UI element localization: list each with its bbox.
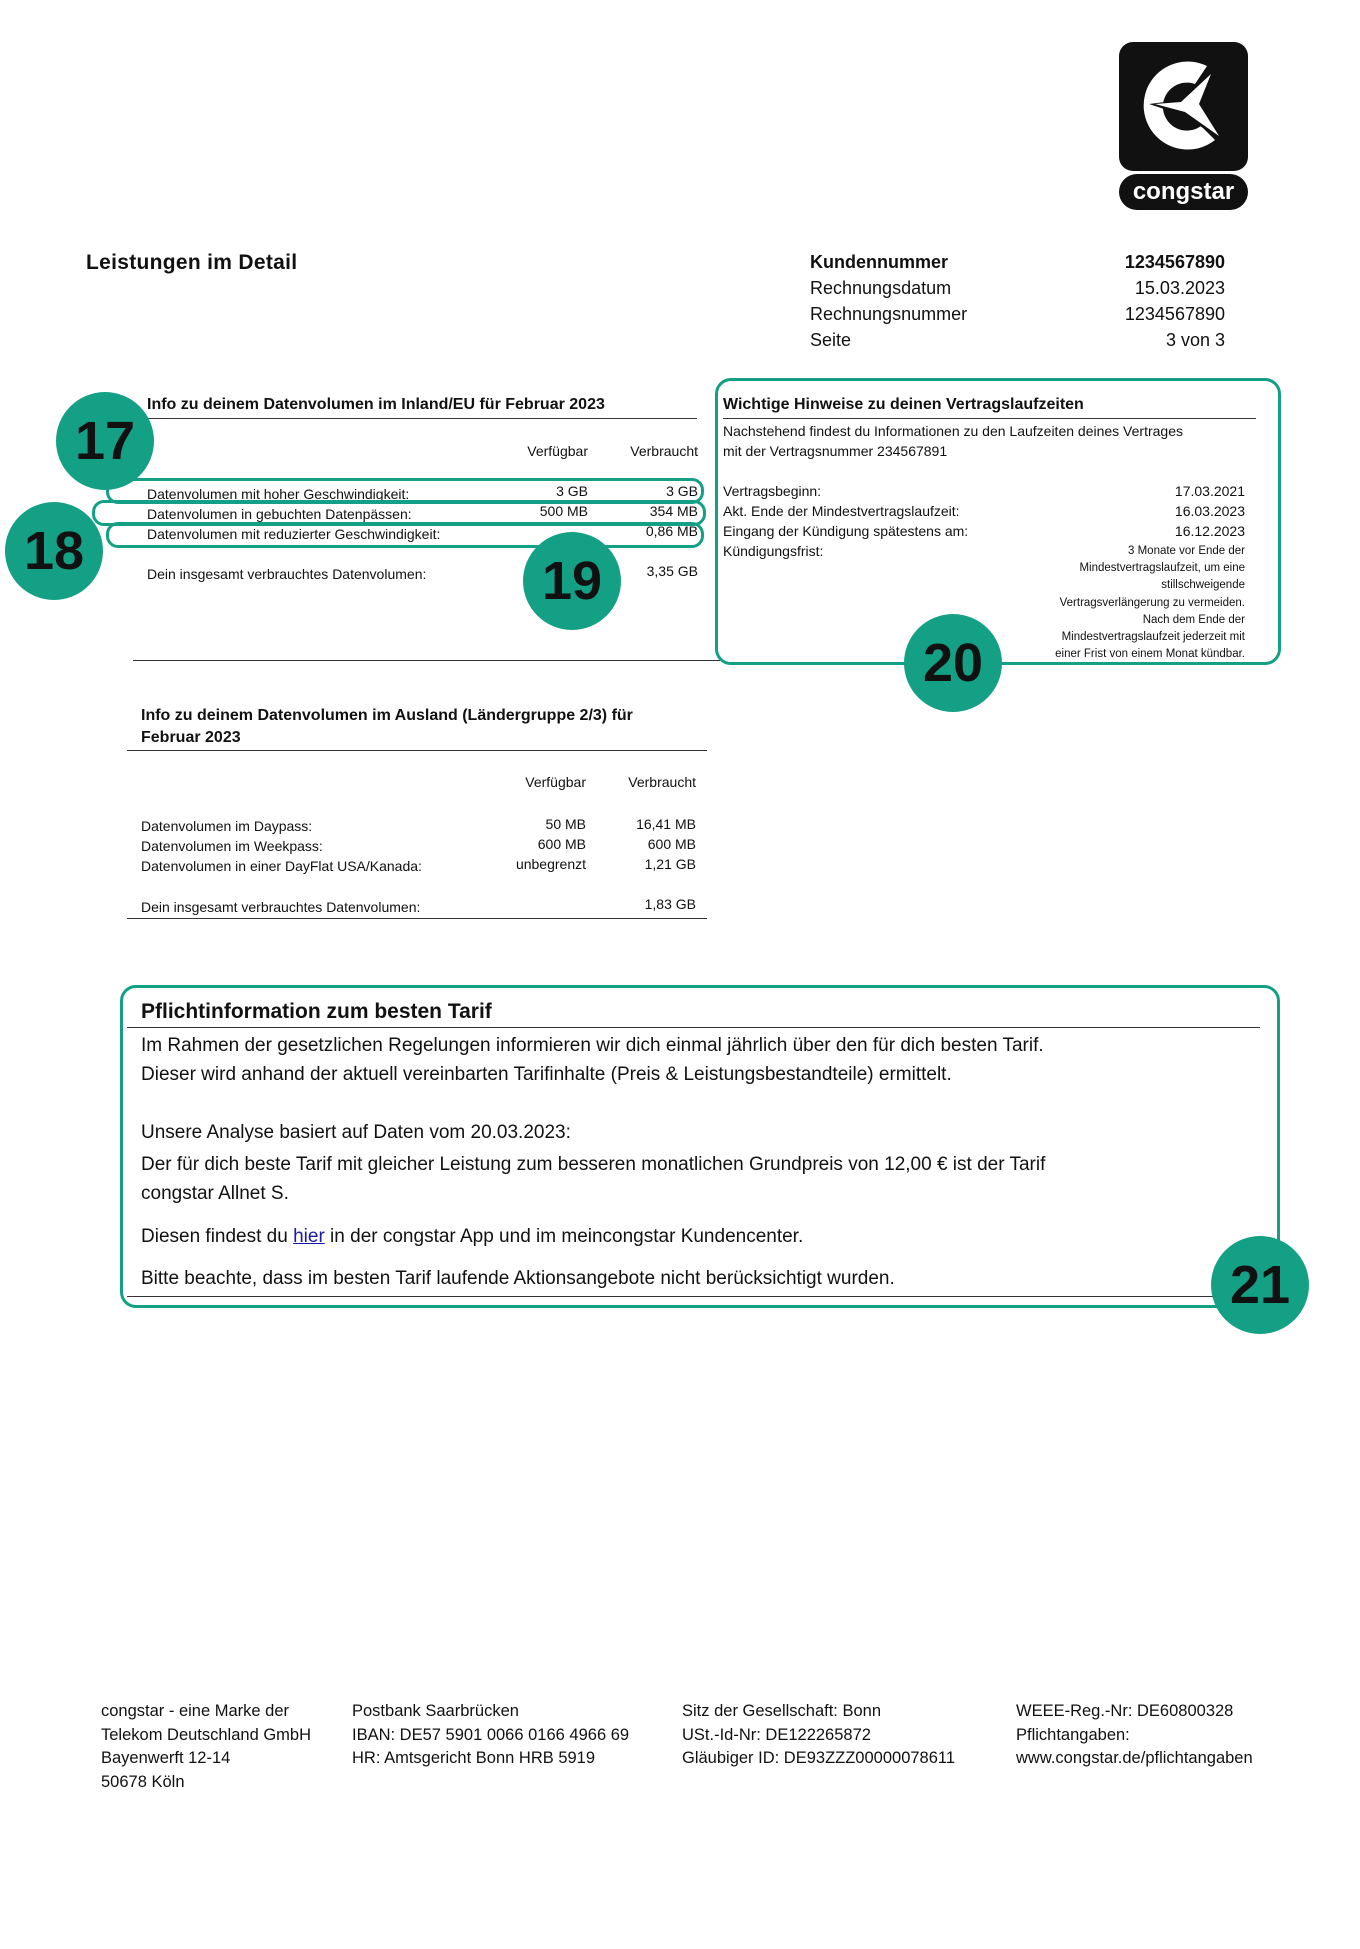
notice-line: Vertragsverlängerung zu vermeiden. bbox=[1059, 596, 1245, 609]
abroad-col-available: Verfügbar bbox=[525, 774, 586, 790]
congstar-logo bbox=[1119, 42, 1248, 171]
domestic-row-label: Datenvolumen in gebuchten Datenpässen: bbox=[147, 506, 412, 522]
contract-section-title: Wichtige Hinweise zu deinen Vertragslaufzeiten bbox=[723, 396, 1084, 413]
abroad-row-available: 600 MB bbox=[537, 836, 586, 852]
footer-line: Gläubiger ID: DE93ZZZ00000078611 bbox=[682, 1749, 956, 1767]
notice-line: Mindestvertragslaufzeit jederzeit mit bbox=[1061, 631, 1245, 644]
footer-line: Sitz der Gesellschaft: Bonn bbox=[682, 1702, 882, 1720]
contract-intro-line: Nachstehend findest du Informationen zu den Laufzeiten deines Vertrages bbox=[723, 423, 1183, 439]
meta-value: 1234567890 bbox=[1124, 304, 1225, 324]
tariff-link-text-before: Diesen findest du bbox=[141, 1226, 294, 1247]
tariff-paragraph bbox=[141, 1150, 1251, 1208]
notice-line: stillschweigende bbox=[1161, 579, 1245, 592]
domestic-col-used: Verbraucht bbox=[630, 443, 698, 459]
meta-row-page bbox=[810, 330, 1225, 356]
contract-row-label: Akt. Ende der Mindestvertragslaufzeit: bbox=[723, 503, 960, 519]
contract-row-value: 16.03.2023 bbox=[1174, 503, 1245, 519]
domestic-total-used: 3,35 GB bbox=[646, 563, 698, 579]
footer-line: www.congstar.de/pflichtangaben bbox=[1016, 1749, 1253, 1767]
tariff-link-text-after: in der congstar App und im meincongstar Kundencenter. bbox=[324, 1226, 804, 1247]
meta-row-invoice-date bbox=[810, 278, 1225, 304]
meta-row-invoice-number bbox=[810, 304, 1225, 330]
domestic-row-available: 500 MB bbox=[539, 503, 588, 519]
abroad-row-used: 600 MB bbox=[647, 836, 696, 852]
footer-line: 50678 Köln bbox=[101, 1772, 185, 1791]
abroad-row-available: 50 MB bbox=[545, 816, 586, 832]
notice-line: Nach dem Ende der bbox=[1142, 613, 1245, 626]
footer-line: IBAN: DE57 5901 0066 0166 4966 69 bbox=[352, 1725, 630, 1744]
domestic-row-used: 3 GB bbox=[666, 483, 698, 499]
abroad-row-label: Datenvolumen in einer DayFlat USA/Kanada: bbox=[141, 858, 422, 874]
meta-value: 3 von 3 bbox=[1165, 330, 1225, 350]
tariff-paragraph bbox=[141, 1031, 1251, 1089]
abroad-col-used: Verbraucht bbox=[628, 774, 696, 790]
footer-line: Bayenwerft 12-14 bbox=[101, 1749, 231, 1767]
tariff-here-link[interactable]: hier bbox=[293, 1226, 325, 1247]
footer-line: congstar - eine Marke der bbox=[101, 1702, 290, 1720]
brand-wordmark: congstar bbox=[1119, 174, 1248, 210]
divider bbox=[127, 1027, 1260, 1028]
best-tariff-title: Pflichtinformation zum besten Tarif bbox=[141, 1000, 492, 1023]
footer-line: WEEE-Reg.-Nr: DE60800328 bbox=[1016, 1702, 1234, 1720]
page-title: Leistungen im Detail bbox=[86, 251, 298, 274]
abroad-total-used: 1,83 GB bbox=[644, 896, 696, 912]
domestic-col-available: Verfügbar bbox=[527, 443, 588, 459]
tariff-line: Dieser wird anhand der aktuell vereinbarten Tarifinhalte (Preis & Leistungsbestandteile) ermittelt. bbox=[141, 1064, 952, 1085]
divider bbox=[127, 750, 707, 751]
tariff-line: congstar Allnet S. bbox=[141, 1183, 289, 1204]
tariff-line: Der für dich beste Tarif mit gleicher Leistung zum besseren monatlichen Grundpreis von 12,00 € ist der Tarif bbox=[141, 1154, 1046, 1175]
callout-badge-18: 18 bbox=[5, 502, 103, 600]
divider bbox=[723, 418, 1256, 419]
footer-column-company bbox=[101, 1700, 311, 1794]
abroad-row-label: Datenvolumen im Weekpass: bbox=[141, 838, 323, 854]
divider bbox=[147, 418, 697, 419]
tariff-link-paragraph bbox=[141, 1222, 1251, 1251]
abroad-total-label: Dein insgesamt verbrauchtes Datenvolumen: bbox=[141, 899, 421, 915]
tariff-disclaimer: Bitte beachte, dass im besten Tarif laufende Aktionsangebote nicht berücksichtigt wurden. bbox=[141, 1268, 895, 1289]
domestic-row-label: Datenvolumen mit hoher Geschwindigkeit: bbox=[147, 486, 410, 502]
tariff-analysis-date: Unsere Analyse basiert auf Daten vom 20.03.2023: bbox=[141, 1122, 571, 1143]
domestic-row-available: 3 GB bbox=[556, 483, 588, 499]
footer-line: Postbank Saarbrücken bbox=[352, 1702, 519, 1720]
contract-row bbox=[723, 483, 1245, 503]
abroad-row-used: 16,41 MB bbox=[636, 816, 696, 832]
contract-row bbox=[723, 523, 1245, 543]
domestic-row-used: 354 MB bbox=[649, 503, 698, 519]
meta-label: Rechnungsdatum bbox=[810, 278, 952, 298]
callout-badge-21: 21 bbox=[1211, 1236, 1309, 1334]
congstar-star-icon bbox=[1119, 42, 1248, 171]
abroad-section-title: Info zu deinem Datenvolumen im Ausland (Ländergruppe 2/3) für bbox=[141, 707, 633, 724]
highlight-reduced-speed-row bbox=[106, 522, 704, 548]
notice-period-text bbox=[960, 543, 1245, 663]
notice-period-label: Kündigungsfrist: bbox=[723, 543, 824, 559]
footer-line: HR: Amtsgericht Bonn HRB 5919 bbox=[352, 1749, 596, 1767]
contract-intro-line: mit der Vertragsnummer 234567891 bbox=[723, 443, 948, 459]
abroad-section-title-line2: Februar 2023 bbox=[141, 729, 241, 746]
abroad-row-label: Datenvolumen im Daypass: bbox=[141, 818, 313, 834]
divider bbox=[127, 918, 707, 919]
domestic-total-label: Dein insgesamt verbrauchtes Datenvolumen: bbox=[147, 566, 427, 582]
domestic-row-used: 0,86 MB bbox=[645, 523, 698, 539]
notice-line: 3 Monate vor Ende der bbox=[1128, 545, 1245, 557]
abroad-row-used: 1,21 GB bbox=[644, 856, 696, 872]
contract-row-value: 16.12.2023 bbox=[1174, 523, 1245, 539]
callout-badge-19: 19 bbox=[523, 532, 621, 630]
footer-line: USt.-Id-Nr: DE122265872 bbox=[682, 1725, 871, 1744]
notice-line: Mindestvertragslaufzeit, um eine bbox=[1079, 562, 1245, 575]
footer-line: Pflichtangaben: bbox=[1016, 1725, 1130, 1744]
contract-row-value: 17.03.2021 bbox=[1174, 483, 1245, 499]
domestic-row-label: Datenvolumen mit reduzierter Geschwindigkeit: bbox=[147, 526, 441, 542]
footer-column-registry bbox=[682, 1700, 955, 1771]
contract-row-label: Vertragsbeginn: bbox=[723, 483, 822, 499]
meta-value: 15.03.2023 bbox=[1134, 278, 1225, 298]
callout-badge-17: 17 bbox=[56, 392, 154, 490]
meta-label: Rechnungsnummer bbox=[810, 304, 968, 324]
domestic-section-title: Info zu deinem Datenvolumen im Inland/EU für Februar 2023 bbox=[147, 396, 605, 413]
footer-line: Telekom Deutschland GmbH bbox=[101, 1725, 312, 1744]
abroad-row-available: unbegrenzt bbox=[515, 856, 586, 872]
meta-value: 1234567890 bbox=[1124, 252, 1225, 272]
meta-label: Kundennummer bbox=[810, 252, 949, 272]
divider bbox=[127, 1296, 1217, 1297]
footer-column-legal bbox=[1016, 1700, 1253, 1771]
contract-row bbox=[723, 503, 1245, 523]
notice-line: einer Frist von einem Monat kündbar. bbox=[1055, 648, 1245, 661]
meta-row-customer-number bbox=[810, 252, 1225, 278]
contract-row-label: Eingang der Kündigung spätestens am: bbox=[723, 523, 969, 539]
footer-column-bank bbox=[352, 1700, 629, 1771]
tariff-line: Im Rahmen der gesetzlichen Regelungen informieren wir dich einmal jährlich über den für dich besten Tarif. bbox=[141, 1035, 1044, 1056]
callout-badge-20: 20 bbox=[904, 614, 1002, 712]
divider bbox=[133, 660, 721, 661]
meta-label: Seite bbox=[810, 330, 852, 350]
